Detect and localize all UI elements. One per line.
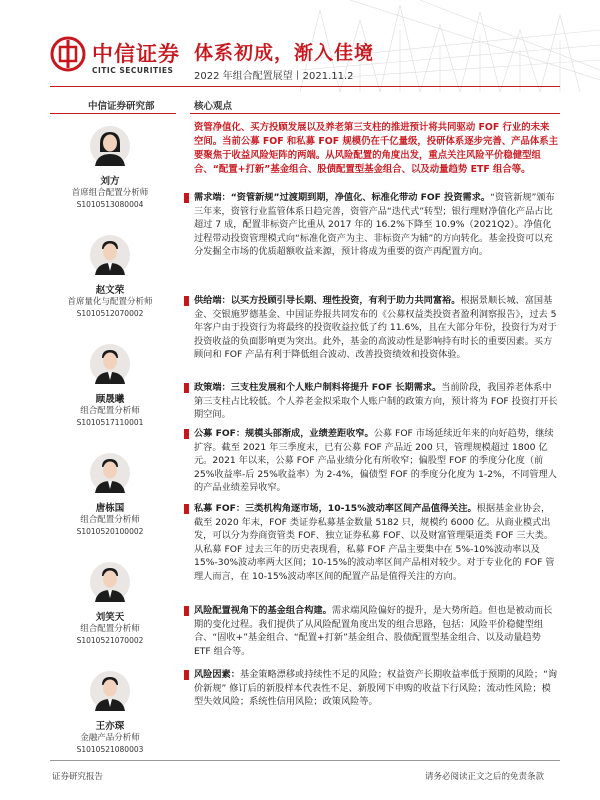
point-body: 公募 FOF 市场延续近年来的向好趋势，继续扩容。截至 2021 年三季度末，已有公募 FOF 产品近 200 只，管理规模超过 1800 亿元。2021 年以来，公募 FOF 产品业绩分化有所收窄；偏股型 FOF 的季度分化度（前 25%收益率-后 25%收益率）为 2-4%，偏债型 FOF 的季度分化度为 1-2%，不同管理人的产品业绩差异收窄。 [194,428,557,494]
bullet-marker [184,504,189,514]
point-body: 根据景顺长城、富国基金、交银施罗德基金、中国证券报共同发布的《公募权益类投资者盈利洞察报告》，过去 5 年客户由于投资行为将最终的投资收益拉低了约 11.6%，且在大部分年份，投资行为对于投资收益的负面影响更为突出。此外，基金的高波动性是影响持有时长的重要因素。买方顾问和 FOF 产品有利于降低组合波动、改善投资绩效和投资体验。 [194,295,557,361]
point-body: 需求端风险偏好的提升，是大势所趋。但也是被动而长期的变化过程。我们提供了从风险配置角度出发的组合思路，包括：风险平价稳健型组合、“固收+”基金组合、“配置+打新”基金组合、股债配置型基金组合、以及动量趋势 ETF 组合等。 [194,605,553,657]
header-divider [50,86,560,87]
bullet-marker [184,670,189,680]
point-heading: 供给端：以买方投顾引导长期、理性投资，有利于助力共同富裕。 [194,295,461,306]
bullet-marker [184,296,189,306]
analyst-photo [90,235,130,275]
bullet-marker [184,606,189,616]
analyst-card [60,453,160,537]
analyst-name: 唐栋国 [95,503,125,514]
analyst-role: 组合配置分析师 [80,624,140,634]
point-heading: 私募 FOF：三类机构角逐市场，10-15%波动率区间产品值得关注。 [194,503,477,514]
analyst-card [60,562,160,646]
point-heading: 需求端：“资管新规”过渡期到期，净值化、标准化带动 FOF 投资需求。 [194,192,491,203]
point-body: 基金策略漂移或持续性不足的风险；权益资产长期收益率低于预期的风险；“询价新规” 修订后的新股样本代表性不足、新股网下申购的收益下行风险；流动性风险；模型失效风险；系统性信用风险；政策风险等。 [194,669,558,708]
analyst-license-id: S1010520100002 [76,527,144,536]
report-header [0,0,600,92]
analyst-photo [90,453,130,493]
point-supply [194,294,558,362]
point-heading: 风险配置视角下的基金组合构建。 [194,605,332,616]
analyst-name: 刘方 [100,176,120,187]
analyst-card [60,671,160,755]
point-policy [194,381,558,422]
core-views-title: 核心观点 [194,101,233,112]
footer-divider [50,760,560,761]
analyst-photo [90,344,130,384]
footer-disclaimer: 请务必阅读正文之后的免责条款 [425,772,545,782]
point-heading: 公募 FOF：规模头部渐成，业绩差距收窄。 [194,428,374,439]
bullet-marker [184,193,189,203]
analyst-name: 赵文荣 [95,285,125,296]
analyst-card [60,126,160,210]
analyst-role: 首席量化与配置分析师 [67,297,153,307]
point-heading: 风险因素： [194,669,240,680]
analyst-name: 王亦琛 [95,721,125,732]
brand-name-en: CITIC SECURITIES [92,66,174,75]
bullet-marker [184,383,189,393]
analyst-role: 组合配置分析师 [80,406,140,416]
point-private-fof [194,502,558,584]
analyst-card [60,344,160,428]
analyst-license-id: S1010521080003 [76,745,144,754]
summary-paragraph: 资管净值化、买方投顾发展以及养老第三支柱的推进预计将共同驱动 FOF 行业的未来空间。当前公募 FOF 和私募 FOF 规模仍在千亿量级，投研体系逐步完善、产品体系主要聚焦于收益风险矩阵的两端。从风险配置的角度出发，重点关注风险平价稳健型组合、“配置+打新”基金组合、股债配置型基金组合、以及动量趋势 ETF 组合等。 [194,122,558,175]
analyst-photo [90,671,130,711]
research-dept-title: 中信证券研究部 [88,101,155,112]
analyst-license-id: S1010517110001 [76,418,144,427]
point-demand [194,191,558,259]
point-risk-factors [194,668,558,709]
analyst-license-id: S1010512070002 [76,309,144,318]
analyst-role: 首席组合配置分析师 [71,188,149,198]
point-body: “资管新规”颁布三年来，资管行业监管体系日趋完善，资管产品“迭代式”转型；银行理财净值化产品占比超过 7 成，配置非标资产比重从 2017 年的 16.2%下降至 10.9%（2021Q2）。净值化过程带动投资管理模式向“标准化资产为主、非标资产为辅”的方向转化。基金投资可以充分发掘全市场的优质超额收益来源，预计将成为重要的资产再配置方向。 [194,192,555,258]
point-public-fof [194,427,558,495]
analyst-name: 顾晟曦 [95,394,125,405]
footer-report-type: 证券研究报告 [52,772,104,782]
point-body: 当前阶段，我国养老体系中第三支柱占比较低。个人养老金拟采取个人账户制的政策方向，预计将为 FOF 投资打开长期空间。 [194,382,558,421]
analyst-license-id: S1010521070002 [76,636,144,645]
analyst-card [60,235,160,319]
bullet-marker [184,429,189,439]
report-title: 体系初成，渐入佳境 [194,42,375,64]
analyst-role: 组合配置分析师 [80,515,140,525]
analyst-photo [90,126,130,166]
brand-name-cn: 中信证券 [92,42,180,66]
point-body: 根据基金业协会，截至 2020 年末，FOF 类证券私募基金数量 5182 只，规模约 6000 亿。从商业模式出发，可以分为券商资管类 FOF、独立证券私募 FOF、以及财富管理渠道类 FOF 三大类。从私募 FOF 过去三年的历史表现看，私募 FOF 产品主要集中在 5%-10%波动率以及 15%-30%波动率两大区间；10-15%的波动率区间产品相对较少。对于专业化的 FOF 管理人而言，在 10-15%波动率区间的配置产品是值得关注的方向。 [194,503,555,582]
left-column-divider [50,113,176,114]
report-subtitle: 2022 年组合配置展望丨2021.11.2 [194,71,354,82]
analyst-license-id: S1010513080004 [76,200,144,209]
citic-logo [50,36,86,72]
analyst-role: 金融产品分析师 [80,733,140,743]
point-heading: 政策端：三支柱发展和个人账户制料将提升 FOF 长期需求。 [194,382,442,393]
analyst-name: 刘笑天 [95,612,125,623]
point-portfolio-construction [194,604,558,658]
analyst-photo [90,562,130,602]
right-column-divider [190,113,560,114]
